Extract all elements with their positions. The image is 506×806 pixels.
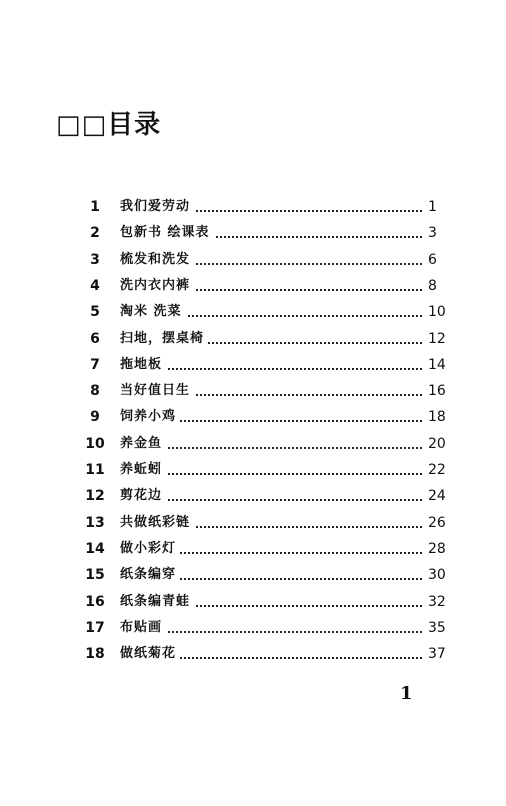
toc-entry-number: 14 <box>85 540 105 557</box>
toc-entry-title[interactable]: 饲养小鸡 <box>120 404 180 430</box>
toc-entry-title[interactable]: 剪花边 <box>120 483 166 509</box>
toc-entry-title[interactable]: 共做纸彩链 <box>120 510 194 536</box>
toc-entry[interactable] <box>0 641 506 667</box>
toc-entry-number: 4 <box>90 277 100 294</box>
toc-entry-page: 28 <box>426 536 452 562</box>
toc-entry[interactable] <box>0 194 506 220</box>
toc-entry-number: 12 <box>85 488 105 505</box>
page-title: □□目录 <box>56 110 162 140</box>
toc-entry-page: 3 <box>426 220 452 246</box>
toc-entry[interactable] <box>0 352 506 378</box>
toc-entry-number: 17 <box>85 619 105 636</box>
toc-entry-title[interactable]: 扫地，摆桌椅 <box>120 326 208 352</box>
toc-entry-page: 16 <box>426 378 452 404</box>
toc-entry[interactable] <box>0 457 506 483</box>
toc-entry[interactable] <box>0 247 506 273</box>
toc-entry-title[interactable]: 淘米 洗菜 <box>120 299 186 325</box>
toc-entry-title[interactable]: 做小彩灯 <box>120 536 180 562</box>
toc-entry-title[interactable]: 养金鱼 <box>120 431 166 457</box>
toc-entry-number: 1 <box>90 199 100 215</box>
toc-entry[interactable] <box>0 536 506 562</box>
toc-entry[interactable] <box>0 562 506 588</box>
toc-entry-page: 24 <box>426 483 452 509</box>
toc-entry-number: 11 <box>85 462 105 478</box>
toc-entry-page: 26 <box>426 510 452 536</box>
toc-entry-title[interactable]: 纸条编青蛙 <box>120 589 194 615</box>
toc-entry-number: 6 <box>90 330 100 347</box>
toc-entry-page: 22 <box>426 457 452 483</box>
toc-entry-page: 14 <box>426 352 452 378</box>
toc-entry-number: 5 <box>90 304 100 321</box>
toc-entry[interactable] <box>0 431 506 457</box>
toc-entry[interactable] <box>0 299 506 325</box>
toc-entry-page: 30 <box>426 562 452 588</box>
toc-entry-number: 7 <box>90 356 100 373</box>
toc-entry[interactable] <box>0 615 506 641</box>
toc-entry[interactable] <box>0 404 506 430</box>
toc-entry-number: 13 <box>85 514 105 531</box>
toc-entry-title[interactable]: 当好值日生 <box>120 378 194 404</box>
toc-entry-title[interactable]: 纸条编穿 <box>120 562 180 588</box>
toc-entry-page: 1 <box>426 194 452 220</box>
page-number: 1 <box>400 683 413 704</box>
toc-entry-page: 35 <box>426 615 452 641</box>
toc-entry-number: 2 <box>90 225 100 242</box>
toc-entry-number: 9 <box>90 409 100 426</box>
toc-entry-page: 8 <box>426 273 452 299</box>
toc-entry-number: 10 <box>85 435 105 452</box>
toc-entry-title[interactable]: 养蚯蚓 <box>120 457 166 483</box>
toc-entry-title[interactable]: 梳发和洗发 <box>120 247 194 273</box>
toc-entry[interactable] <box>0 483 506 509</box>
toc-entry[interactable] <box>0 326 506 352</box>
toc-entry[interactable] <box>0 510 506 536</box>
toc-entry-title[interactable]: 洗内衣内裤 <box>120 273 194 299</box>
toc-entry[interactable] <box>0 589 506 615</box>
toc-entry-page: 10 <box>426 299 452 325</box>
toc-entry-title[interactable]: 包新书 绘课表 <box>120 220 214 246</box>
toc-entry-page: 20 <box>426 431 452 457</box>
toc-entry-number: 18 <box>85 646 105 663</box>
toc-entry-title[interactable]: 做纸菊花 <box>120 641 180 667</box>
toc-entry-page: 37 <box>426 641 452 667</box>
toc-entry-page: 12 <box>426 326 452 352</box>
toc-entry-page: 18 <box>426 404 452 430</box>
toc-entry-title[interactable]: 布贴画 <box>120 615 166 641</box>
toc-entry[interactable] <box>0 220 506 246</box>
toc-entry-number: 16 <box>85 593 105 610</box>
toc-entry-title[interactable]: 拖地板 <box>120 352 166 378</box>
toc-entry-number: 8 <box>90 383 100 400</box>
toc-entry-title[interactable]: 我们爱劳动 <box>120 194 194 220</box>
toc-entry[interactable] <box>0 378 506 404</box>
toc-entry-number: 15 <box>85 567 105 584</box>
toc-entry[interactable] <box>0 273 506 299</box>
toc-entry-page: 6 <box>426 247 452 273</box>
toc-entry-number: 3 <box>90 251 100 268</box>
toc-entry-page: 32 <box>426 589 452 615</box>
